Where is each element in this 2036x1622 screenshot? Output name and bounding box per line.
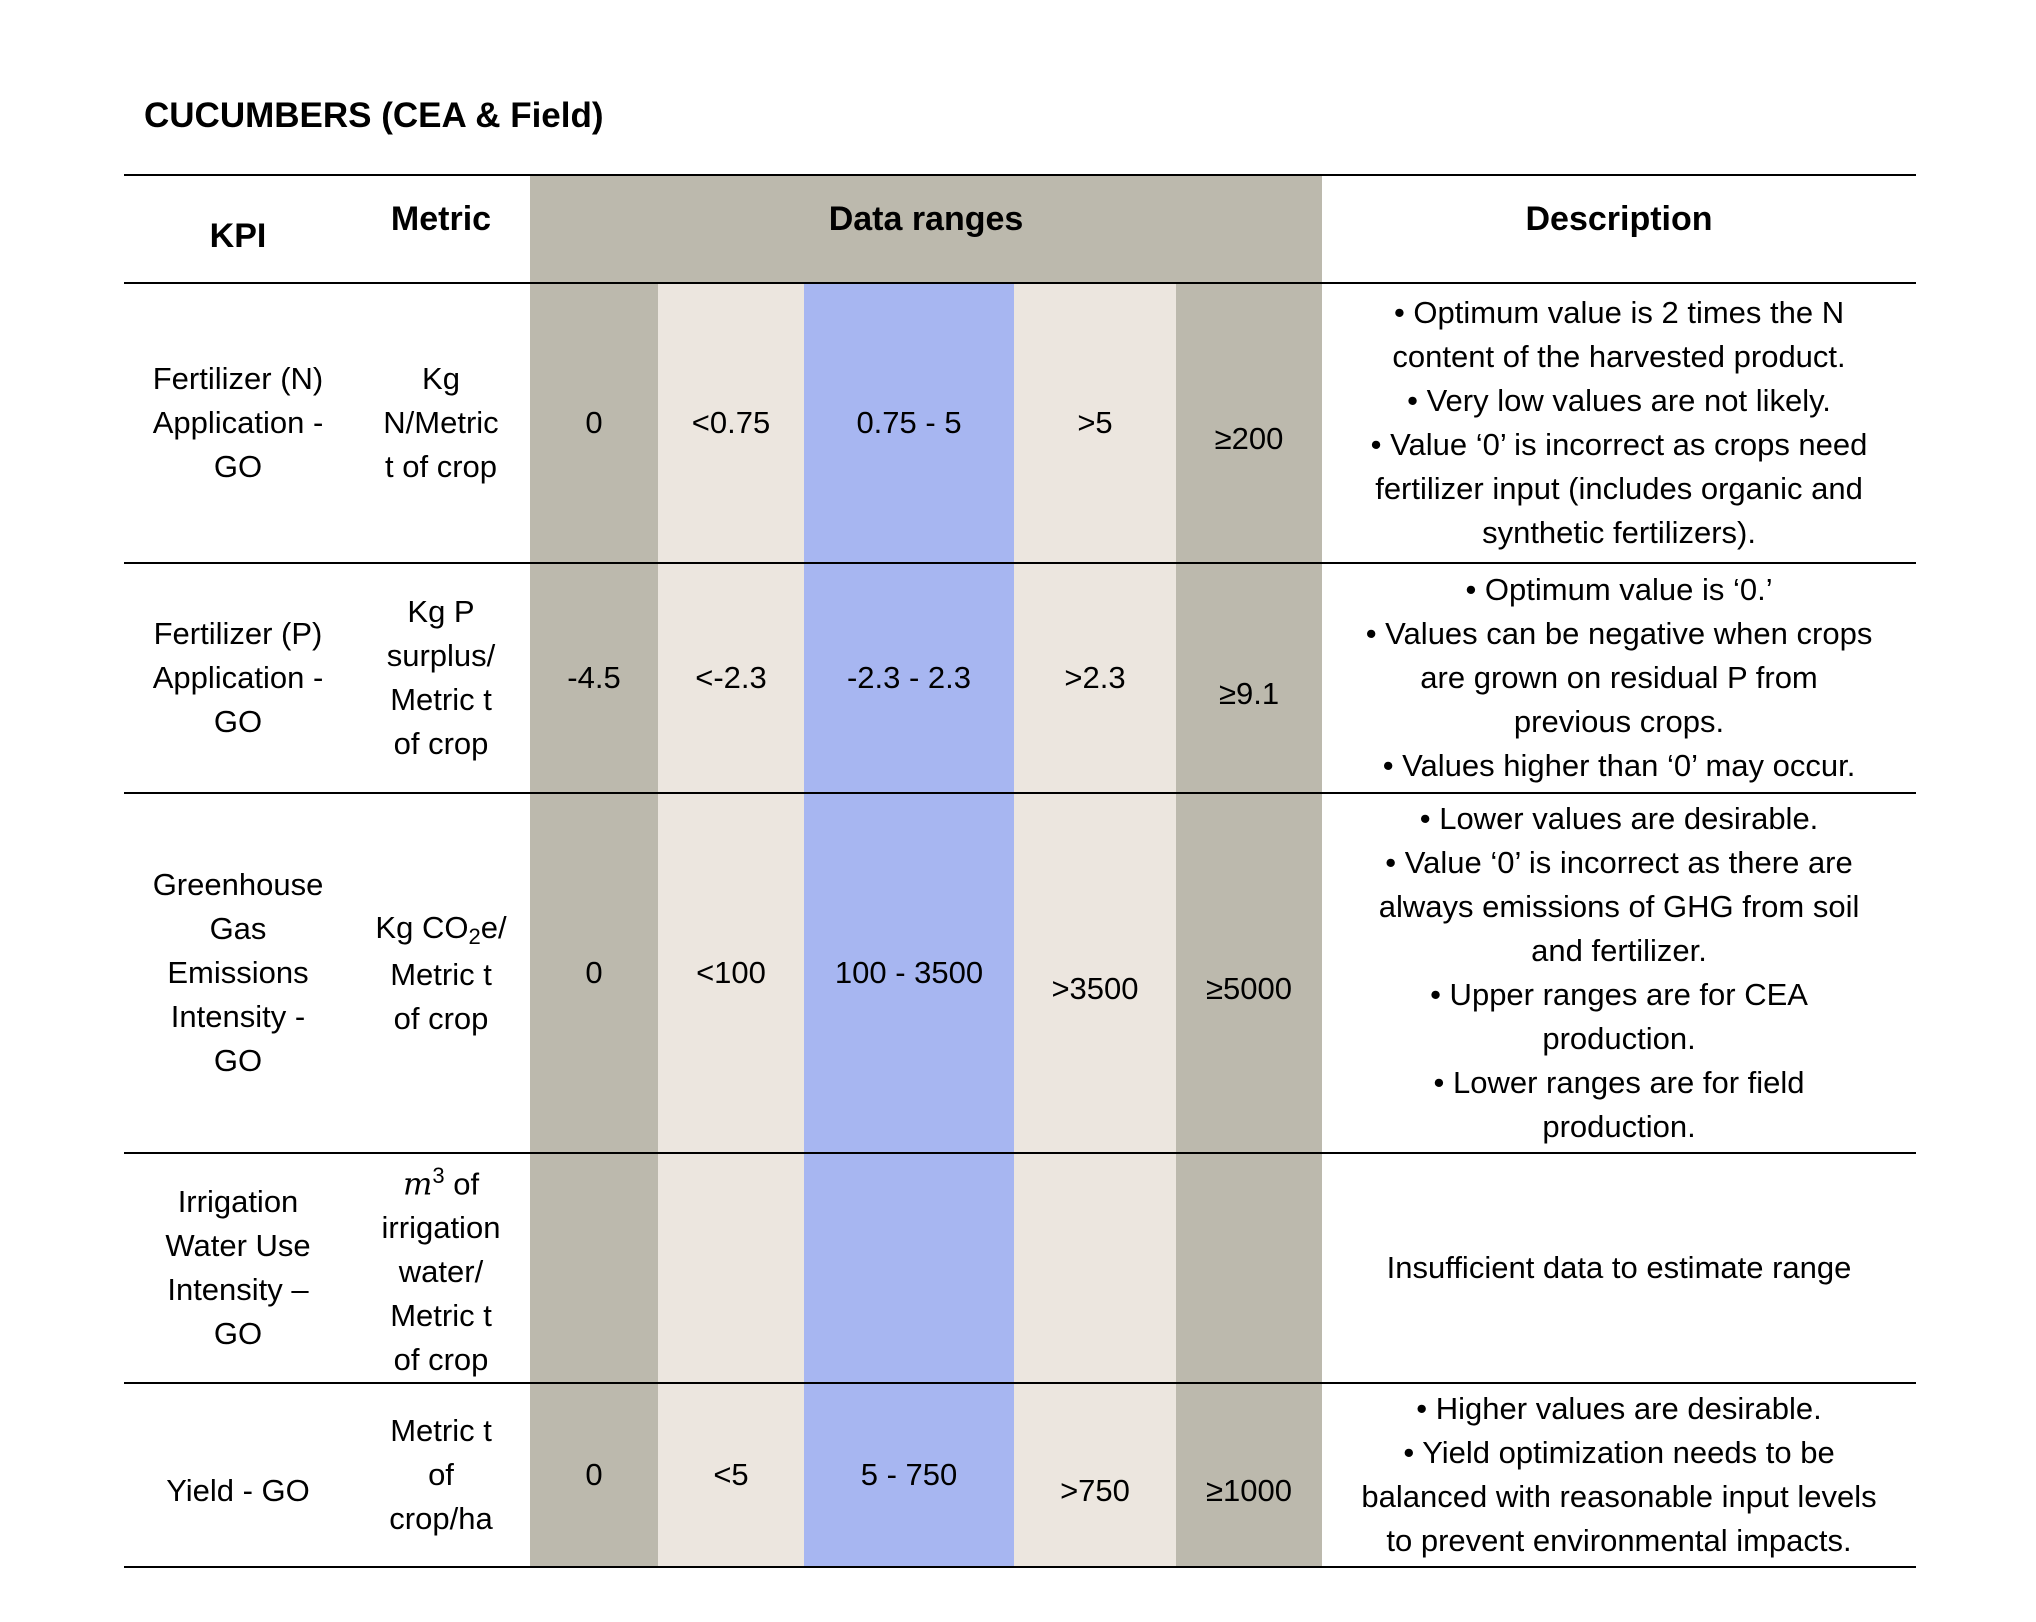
- metric-cell: [352, 283, 530, 563]
- metric-line-m3: [352, 1154, 530, 1206]
- description-line: • Lower ranges are for field: [1433, 1065, 1805, 1100]
- metric-cell: [352, 563, 530, 793]
- description-cell: [1322, 793, 1916, 1153]
- range-value: <5: [713, 1457, 749, 1493]
- metric-line: N/Metric: [383, 405, 499, 440]
- range-value: >2.3: [1064, 660, 1126, 695]
- description-line: • Optimum value is ‘0.’: [1465, 572, 1773, 607]
- range-cell-2: [658, 1153, 804, 1383]
- header-kpi: KPI: [124, 175, 352, 283]
- table-row-yield: [124, 1383, 1916, 1567]
- kpi-line: Application -: [152, 405, 324, 440]
- metric-line: Metric t: [390, 956, 492, 992]
- range-value: >5: [1077, 405, 1113, 440]
- metric-cell: [352, 1383, 530, 1567]
- metric-prefix: Kg CO: [375, 909, 469, 945]
- header-row: [124, 175, 1916, 283]
- description-cell: [1322, 1383, 1916, 1567]
- description-line: • Value ‘0’ is incorrect as crops need: [1370, 427, 1868, 462]
- range-cell-4: [1014, 1383, 1176, 1567]
- header-data-ranges: Data ranges: [530, 175, 1322, 283]
- description-line: Insufficient data to estimate range: [1386, 1250, 1852, 1286]
- range-cell-optimal: [804, 563, 1014, 793]
- description-line: • Values higher than ‘0’ may occur.: [1382, 748, 1856, 783]
- kpi-line: Intensity –: [167, 1272, 309, 1308]
- description-cell: [1322, 283, 1916, 563]
- kpi-line: GO: [213, 1316, 263, 1352]
- range-cell-5: [1176, 1383, 1322, 1567]
- description-line: always emissions of GHG from soil: [1378, 889, 1860, 924]
- range-cell-1: [530, 563, 658, 793]
- metric-line: t of crop: [385, 449, 497, 484]
- description-line: balanced with reasonable input levels: [1361, 1479, 1877, 1515]
- range-value: 0: [585, 405, 603, 440]
- kpi-line: Intensity -: [170, 999, 306, 1034]
- range-cell-optimal: [804, 283, 1014, 563]
- range-value: >750: [1060, 1473, 1130, 1509]
- metric-line: of: [428, 1457, 454, 1493]
- kpi-line: Gas: [209, 911, 267, 946]
- range-value: 0.75 - 5: [856, 405, 962, 440]
- range-cell-4: [1014, 283, 1176, 563]
- range-cell-1: [530, 793, 658, 1153]
- description-line: production.: [1542, 1021, 1696, 1056]
- table-row-irrigation-water: [124, 1153, 1916, 1383]
- range-value: ≥1000: [1206, 1473, 1292, 1509]
- metric-line: Metric t: [390, 1413, 492, 1449]
- range-cell-2: [658, 283, 804, 563]
- kpi-cell: [124, 1383, 352, 1567]
- kpi-cell: [124, 1153, 352, 1383]
- range-cell-4: [1014, 793, 1176, 1153]
- range-cell-4: [1014, 1153, 1176, 1383]
- range-cell-optimal: [804, 1383, 1014, 1567]
- range-value: ≥200: [1214, 421, 1284, 456]
- range-cell-5: [1176, 283, 1322, 563]
- description-line: • Upper ranges are for CEA: [1430, 977, 1808, 1012]
- header-metric: Metric: [352, 175, 530, 283]
- kpi-line: GO: [213, 1043, 263, 1078]
- range-cell-4: [1014, 563, 1176, 793]
- range-cell-2: [658, 1383, 804, 1567]
- range-value: <100: [696, 955, 766, 990]
- description-line: • Higher values are desirable.: [1416, 1391, 1822, 1427]
- description-line: • Lower values are desirable.: [1419, 801, 1819, 836]
- range-value: 0: [585, 955, 603, 990]
- metric-subscript: 2: [468, 923, 481, 949]
- description-line: • Yield optimization needs to be: [1403, 1435, 1835, 1471]
- kpi-line: Greenhouse: [152, 867, 324, 902]
- metric-line: of crop: [393, 726, 489, 761]
- metric-line: of crop: [393, 1342, 489, 1378]
- range-cell-2: [658, 563, 804, 793]
- range-value: 5 - 750: [860, 1457, 958, 1493]
- metric-cell: [352, 1153, 530, 1383]
- metric-line: Kg: [422, 361, 460, 396]
- range-value: <0.75: [691, 405, 771, 440]
- range-value: -4.5: [567, 660, 621, 695]
- range-cell-optimal: [804, 1153, 1014, 1383]
- description-line: • Optimum value is 2 times the N: [1393, 295, 1845, 330]
- metric-line: Kg P: [407, 594, 475, 629]
- range-value: ≥9.1: [1218, 676, 1280, 711]
- metric-line: crop/ha: [389, 1501, 493, 1537]
- metric-suffix: e/: [480, 909, 507, 945]
- metric-line: of crop: [393, 1000, 489, 1036]
- table-row-fertilizer-p: [124, 563, 1916, 793]
- range-value: -2.3 - 2.3: [846, 660, 972, 695]
- kpi-line: Application -: [152, 660, 324, 695]
- kpi-cell: [124, 283, 352, 563]
- metric-exponent: 3: [432, 1163, 445, 1188]
- range-cell-5: [1176, 793, 1322, 1153]
- description-line: and fertilizer.: [1531, 933, 1707, 968]
- page-title: CUCUMBERS (CEA & Field): [144, 96, 604, 135]
- kpi-line: Fertilizer (N): [152, 361, 324, 396]
- range-cell-1: [530, 1383, 658, 1567]
- range-cell-1: [530, 1153, 658, 1383]
- kpi-line: Water Use: [165, 1228, 311, 1264]
- range-value: ≥5000: [1206, 971, 1292, 1006]
- range-cell-1: [530, 283, 658, 563]
- description-line: to prevent environmental impacts.: [1386, 1523, 1852, 1559]
- description-line: production.: [1542, 1109, 1696, 1144]
- kpi-cell: [124, 793, 352, 1153]
- table-row-fertilizer-n: [124, 283, 1916, 563]
- range-cell-5: [1176, 563, 1322, 793]
- kpi-table: [124, 174, 1916, 1568]
- metric-line: Metric t: [390, 1298, 492, 1334]
- description-line: are grown on residual P from: [1420, 660, 1818, 695]
- kpi-line: GO: [213, 704, 263, 739]
- description-cell: [1322, 563, 1916, 793]
- range-value: <-2.3: [695, 660, 767, 695]
- description-line: fertilizer input (includes organic and: [1375, 471, 1863, 506]
- range-cell-5: [1176, 1153, 1322, 1383]
- description-line: previous crops.: [1513, 704, 1725, 739]
- metric-line: surplus/: [386, 638, 496, 673]
- metric-cell: [352, 793, 530, 1153]
- metric-line-co2e: [352, 906, 530, 953]
- description-line: • Value ‘0’ is incorrect as there are: [1385, 845, 1853, 880]
- description-line: • Values can be negative when crops: [1365, 616, 1873, 651]
- description-line: • Very low values are not likely.: [1407, 383, 1831, 418]
- range-cell-2: [658, 793, 804, 1153]
- range-cell-optimal: [804, 793, 1014, 1153]
- kpi-line: Emissions: [167, 955, 309, 990]
- kpi-line: Irrigation: [177, 1184, 299, 1220]
- kpi-cell: [124, 563, 352, 793]
- description-cell: [1322, 1153, 1916, 1383]
- kpi-line: Yield - GO: [166, 1473, 310, 1509]
- kpi-line: GO: [213, 449, 263, 484]
- kpi-line: Fertilizer (P): [153, 616, 323, 651]
- metric-line: water/: [398, 1254, 484, 1290]
- header-description: Description: [1322, 175, 1916, 283]
- metric-symbol: m: [402, 1166, 433, 1203]
- range-value: 100 - 3500: [834, 955, 984, 990]
- table-row-ghg-emissions: [124, 793, 1916, 1153]
- metric-line: Metric t: [390, 682, 492, 717]
- range-value: 0: [585, 1457, 603, 1493]
- description-line: synthetic fertilizers).: [1482, 515, 1756, 550]
- metric-line: irrigation: [381, 1210, 501, 1246]
- range-value: >3500: [1051, 971, 1139, 1006]
- description-line: content of the harvested product.: [1392, 339, 1846, 374]
- metric-first-rest: of: [444, 1166, 480, 1202]
